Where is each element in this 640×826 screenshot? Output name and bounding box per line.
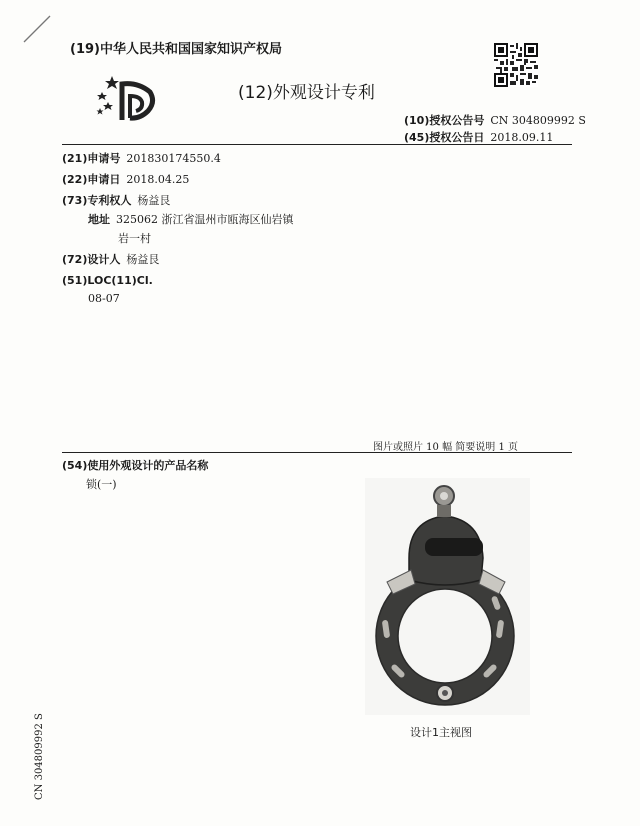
patentee-name: 杨益艮 [137, 194, 171, 207]
application-date-label: (22)申请日 [62, 173, 121, 186]
patentee-label: (73)专利权人 [62, 194, 132, 207]
publication-date-row [404, 129, 553, 145]
figure-caption: 设计1主视图 [410, 726, 472, 739]
scan-mark [22, 14, 52, 44]
loc-classification-label: (51)LOC(11)Cl. [62, 274, 153, 287]
loc-classification-value: 08-07 [88, 292, 120, 305]
side-publication-code: CN 304809992 S [34, 713, 45, 800]
patentee-row [62, 192, 170, 208]
cnipa-emblem-icon [96, 74, 158, 124]
designer-row [62, 251, 159, 267]
publication-date-label: (45)授权公告日 [404, 131, 485, 144]
address-row [88, 211, 294, 227]
address-label: 地址 [88, 213, 110, 226]
figure-count-summary: 图片或照片 10 幅 简要说明 1 页 [373, 442, 518, 453]
office-title: (19)中华人民共和国国家知识产权局 [70, 42, 282, 57]
application-number-row [62, 150, 221, 166]
application-number: 201830174550.4 [126, 152, 221, 165]
product-name-label: (54)使用外观设计的产品名称 [62, 459, 209, 472]
address-line-1: 325062 浙江省温州市瓯海区仙岩镇 [116, 213, 294, 226]
summary-divider [62, 452, 572, 453]
designer-label: (72)设计人 [62, 253, 121, 266]
publication-number-row [404, 112, 586, 128]
publication-date: 2018.09.11 [490, 131, 554, 144]
publication-number: CN 304809992 S [490, 114, 586, 127]
application-date-row [62, 171, 189, 187]
address-line-2: 岩一村 [118, 232, 151, 245]
publication-number-label: (10)授权公告号 [404, 114, 485, 127]
qr-code [494, 43, 538, 87]
document-type-title: (12)外观设计专利 [238, 83, 375, 103]
lock-main-view-image [365, 478, 530, 715]
header-divider [62, 144, 572, 145]
application-number-label: (21)申请号 [62, 152, 121, 165]
designer-name: 杨益艮 [126, 253, 160, 266]
product-name: 锁(一) [86, 478, 117, 491]
application-date: 2018.04.25 [126, 173, 190, 186]
